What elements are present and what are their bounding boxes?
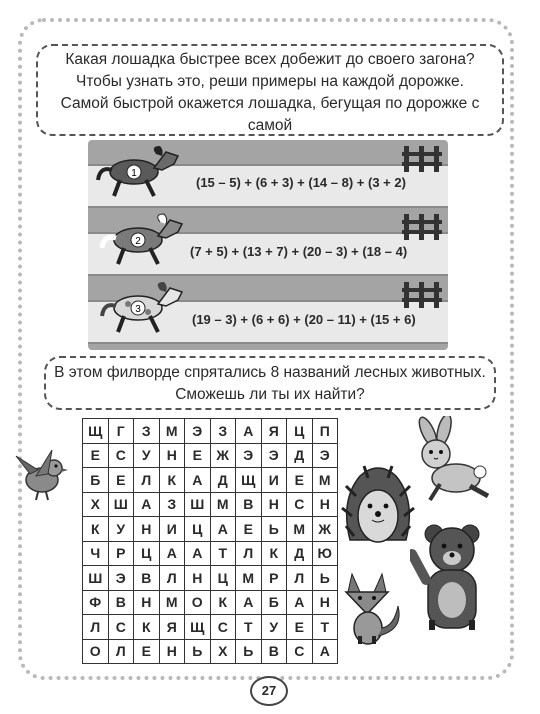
fence-icon [402,144,442,174]
horse-icon [98,278,190,338]
grid-cell[interactable]: М [236,566,262,591]
grid-cell[interactable]: А [134,492,160,517]
task-instructions-wordsearch [44,356,496,410]
grid-cell[interactable]: А [236,419,262,444]
grid-cell[interactable]: Ю [312,541,338,566]
grid-cell[interactable]: Л [134,468,160,493]
grid-cell[interactable]: Ь [236,639,262,664]
grid-cell[interactable]: А [236,590,262,615]
grid-cell[interactable]: Р [108,541,134,566]
grid-row [83,590,338,615]
grid-cell[interactable]: Е [134,639,160,664]
grid-cell[interactable]: А [287,590,313,615]
grid-cell[interactable]: Т [312,615,338,640]
grid-cell[interactable]: З [159,492,185,517]
grid-cell[interactable]: Е [83,443,109,468]
grid-cell[interactable]: В [236,492,262,517]
grid-cell[interactable]: А [312,639,338,664]
grid-row [83,541,338,566]
grid-row [83,615,338,640]
grid-cell[interactable]: А [159,541,185,566]
grid-cell[interactable]: К [134,615,160,640]
grid-cell[interactable]: Ц [287,419,313,444]
grid-cell[interactable]: Ф [83,590,109,615]
grid-cell[interactable]: Т [236,615,262,640]
grid-cell[interactable]: М [159,590,185,615]
grid-cell[interactable]: Ь [312,566,338,591]
grid-cell[interactable]: Г [108,419,134,444]
grid-cell[interactable]: О [185,590,211,615]
grid-cell[interactable]: У [261,615,287,640]
instruction-line: Какая лошадка быстрее всех добежит до своего загона? [65,51,475,68]
horse-icon [94,142,186,202]
grid-cell[interactable]: Н [261,492,287,517]
horse-number: 1 [131,168,137,179]
grid-row [83,492,338,517]
grid-cell[interactable]: Е [236,517,262,542]
grid-cell[interactable]: Т [210,541,236,566]
grid-cell[interactable]: Ь [185,639,211,664]
grid-row [83,566,338,591]
grid-cell[interactable]: У [134,443,160,468]
instruction-line: В этом филворде спрятались 8 названий лесных животных. [54,364,486,381]
grid-cell[interactable]: П [312,419,338,444]
grid-cell[interactable]: Н [134,517,160,542]
grid-cell[interactable]: Л [83,615,109,640]
grid-cell[interactable]: Х [210,639,236,664]
grid-cell[interactable]: Р [261,566,287,591]
grid-cell[interactable]: З [134,419,160,444]
fox-icon [338,570,408,648]
grid-cell[interactable]: Э [185,419,211,444]
grid-cell[interactable]: К [83,517,109,542]
grid-cell[interactable]: Л [236,541,262,566]
grid-cell[interactable]: Д [287,541,313,566]
grid-cell[interactable]: К [261,541,287,566]
grid-cell[interactable]: М [312,468,338,493]
grid-cell[interactable]: Н [312,590,338,615]
page-number: 27 [250,676,288,706]
grid-cell[interactable]: Е [287,615,313,640]
grid-cell[interactable]: Е [108,468,134,493]
grid-cell[interactable]: Б [83,468,109,493]
grid-cell[interactable]: С [287,639,313,664]
grid-cell[interactable]: К [159,468,185,493]
grid-cell[interactable]: Ж [312,517,338,542]
grid-cell[interactable]: Ц [185,517,211,542]
fence-icon [402,212,442,242]
fence-icon [402,280,442,310]
grid-cell[interactable]: М [159,419,185,444]
instruction-line: Самой быстрой окажется лошадка, бегущая по дорожке с самой [60,95,480,134]
horse-number: 2 [135,236,141,247]
bird-icon [12,446,72,506]
grid-cell[interactable]: В [134,566,160,591]
grid-cell[interactable]: К [210,590,236,615]
grid-cell[interactable]: В [261,639,287,664]
grid-cell[interactable]: Ь [261,517,287,542]
grid-cell[interactable]: С [108,615,134,640]
math-expression-track-1: (15 – 5) + (6 + 3) + (14 – 8) + (3 + 2) [196,175,406,190]
grid-cell[interactable]: Я [159,615,185,640]
grid-cell[interactable]: У [108,517,134,542]
grid-cell[interactable]: Ц [134,541,160,566]
grid-cell[interactable]: Щ [83,419,109,444]
grid-cell[interactable]: Л [108,639,134,664]
grid-cell[interactable]: С [108,443,134,468]
grid-cell[interactable]: Д [210,468,236,493]
grid-cell[interactable]: А [185,468,211,493]
grid-cell[interactable]: И [261,468,287,493]
grid-cell[interactable]: Э [261,443,287,468]
grid-cell[interactable]: Ч [83,541,109,566]
bear-icon [410,520,496,636]
grid-cell[interactable]: О [83,639,109,664]
grid-cell[interactable]: Ш [185,492,211,517]
grid-row [83,419,338,444]
grid-cell[interactable]: И [159,517,185,542]
grid-cell[interactable]: Е [287,468,313,493]
grid-cell[interactable]: Х [83,492,109,517]
horse-race-tracks [88,140,448,350]
grid-cell[interactable]: З [210,419,236,444]
horse-icon [98,210,190,270]
grid-cell[interactable]: А [185,541,211,566]
grid-row [83,443,338,468]
grid-cell[interactable]: Б [261,590,287,615]
grid-cell[interactable]: Н [159,443,185,468]
grid-cell[interactable]: Д [287,443,313,468]
horse-number: 3 [135,304,141,315]
task-instructions-horses [36,44,504,136]
grid-cell[interactable]: М [210,492,236,517]
grid-cell[interactable]: Н [185,566,211,591]
instruction-line: Чтобы узнать это, реши примеры на каждой дорожке. [76,73,464,90]
grid-cell[interactable]: Э [312,443,338,468]
grid-cell[interactable]: Э [108,566,134,591]
grid-cell[interactable]: Л [287,566,313,591]
grid-cell[interactable]: Э [236,443,262,468]
grid-cell[interactable]: Ц [210,566,236,591]
grid-cell[interactable]: Щ [185,615,211,640]
grid-row [83,517,338,542]
grid-cell[interactable]: А [210,517,236,542]
grid-cell[interactable]: М [287,517,313,542]
math-expression-track-2: (7 + 5) + (13 + 7) + (20 – 3) + (18 – 4) [190,244,408,259]
grid-cell[interactable]: Ш [108,492,134,517]
rabbit-icon [400,416,496,506]
math-expression-track-3: (19 – 3) + (6 + 6) + (20 – 11) + (15 + 6) [192,312,416,327]
grid-row [83,468,338,493]
wordsearch-grid [82,418,338,664]
grid-cell[interactable]: Н [312,492,338,517]
grid-cell[interactable]: С [210,615,236,640]
grid-cell[interactable]: Ж [210,443,236,468]
grid-cell[interactable]: Я [261,419,287,444]
grid-cell[interactable]: С [287,492,313,517]
grid-row [83,639,338,664]
grid-cell[interactable]: В [108,590,134,615]
grid-cell[interactable]: Е [185,443,211,468]
instruction-line: Сможешь ли ты их найти? [175,386,365,403]
grid-cell[interactable]: Н [134,590,160,615]
grid-cell[interactable]: Ш [83,566,109,591]
grid-cell[interactable]: Щ [236,468,262,493]
grid-cell[interactable]: Л [159,566,185,591]
grid-cell[interactable]: Н [159,639,185,664]
